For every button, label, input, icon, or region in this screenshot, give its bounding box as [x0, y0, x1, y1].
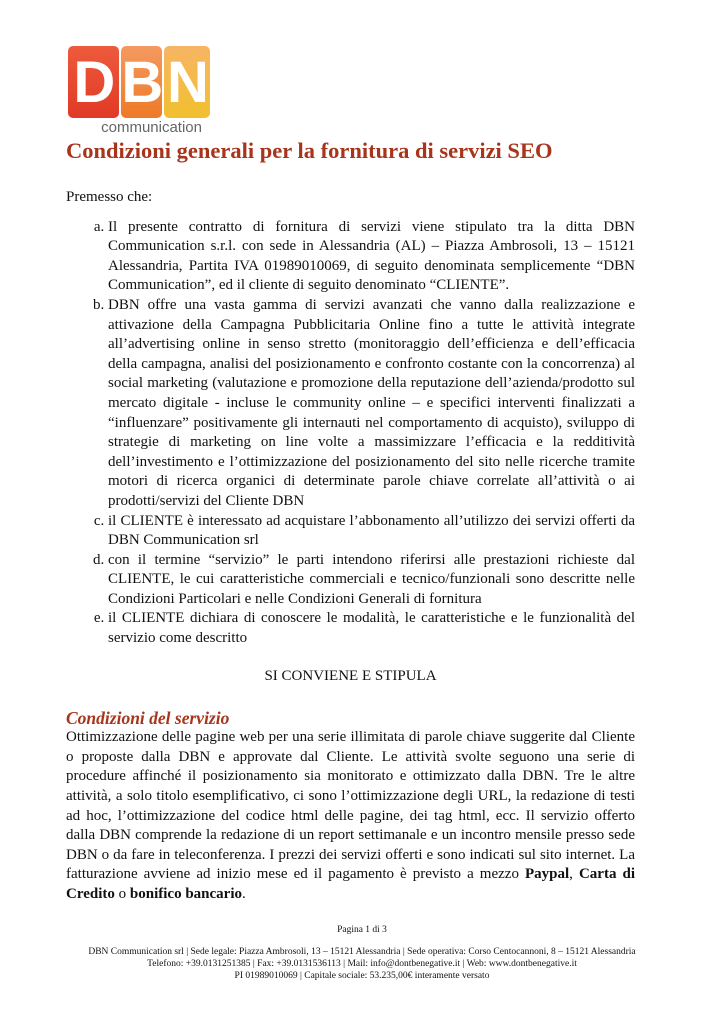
payment-bank-transfer: bonifico bancario — [129, 886, 242, 902]
section-text: Ottimizzazione delle pagine web per una serie illimitata di parole chiave suggerite dal Cliente o proposte dalla DBN e approvate dal Cliente. Le attività svolte seguono una serie di procedure affinché il posizionamento sia monitorato e ottimizzato dalla DBN. Tre le altre attività, a solo titolo esemplificativo, ci sono l’ottimizzazione degli URL, la redazione di testi ad hoc, l’ottimizzazione del codice html delle pagine, dei tag html, ecc. Il servizio offerto dalla DBN comprende la redazione di un report settimanale e un incontro mensile presso sede DBN o da fare in teleconferenza. I prezzi dei servizi offerti e sono indicati sul sito internet. La fatturazione avviene ad inizio mese ed il pagamento è previsto a mezzo — [66, 729, 635, 883]
document-title: Condizioni generali per la fornitura di servizi SEO — [66, 138, 553, 163]
list-item: d. con il termine “servizio” le parti intendono riferirsi alle prestazioni richieste dal CLIENTE, le cui caratteristiche commerciali e tecnico/funzionali sono descritte nelle Condizioni Particolari e nelle Condizioni Generali di fornitura — [108, 551, 635, 610]
footer-line: Telefono: +39.0131251385 | Fax: +39.0131536113 | Mail: info@dontbenegative.it | Web: www.dontbenegative.it — [147, 959, 577, 969]
logo-letter-d: D — [68, 46, 119, 118]
list-item: c. il CLIENTE è interessato ad acquistare l’abbonamento all’utilizzo dei servizi offerti da DBN Communication srl — [108, 512, 635, 551]
payment-credit-card: Carta di Credito — [66, 866, 636, 902]
separator: o — [114, 886, 130, 902]
stipula-heading: SI CONVIENE E STIPULA — [264, 667, 437, 684]
footer — [0, 946, 724, 982]
period: . — [241, 886, 246, 902]
logo-subtitle: communication — [101, 119, 202, 136]
document-body — [66, 188, 635, 905]
premises-list — [66, 218, 635, 649]
logo-letter-b: B — [121, 46, 162, 118]
list-item: b. DBN offre una vasta gamma di servizi avanzati che vanno dalla realizzazione e attivazione della Campagna Pubblicitaria Online fino a tutte le attività integrate all’advertising online in senso stretto (monitoraggio dell’efficienza e dell’efficacia della campagna, analisi del posizionamento e confronto costante con la concorrenza) al social marketing (valutazione e promozione della reputazione dell’azienda/prodotto sul mercato digitale - incluse le community online – e specifici interventi finalizzati a “influenzare” positivamente gli internauti nel comportamento di acquisto), sviluppo di strategie di marketing on line volte a massimizzare l’efficacia e la redditività dell’investimento e l’ottimizzazione del posizionamento del sito nelle ricerche tramite motori di ricerca organici di determinate parole chiave correlate all’attività o ai prodotti/servizi del Cliente DBN — [108, 296, 635, 512]
separator: , — [569, 866, 579, 883]
section-heading: Condizioni del servizio — [66, 708, 230, 729]
payment-paypal: Paypal — [524, 866, 570, 883]
footer-line: PI 01989010069 | Capitale sociale: 53.235,00€ interamente versato — [234, 971, 490, 981]
dbn-logo — [68, 46, 210, 134]
intro-text: Premesso che: — [66, 189, 153, 205]
list-item: a. Il presente contratto di fornitura di servizi viene stipulato tra la ditta DBN Communication s.r.l. con sede in Alessandria (AL) – Piazza Ambrosoli, 13 – 15121 Alessandria, Partita IVA 01989010069, di seguito denominata semplicemente “DBN Communication”, ed il cliente di seguito denominato “CLIENTE”. — [108, 218, 635, 296]
logo-letter-n: N — [164, 46, 210, 118]
section-body — [66, 728, 635, 904]
page-number: Pagina 1 di 3 — [337, 925, 387, 935]
list-item: e. il CLIENTE dichiara di conoscere le modalità, le caratteristiche e le funzionalità del servizio come descritto — [108, 609, 635, 648]
footer-line: DBN Communication srl | Sede legale: Piazza Ambrosoli, 13 – 15121 Alessandria | Sede operativa: Corso Centocannoni, 8 – 15121 Alessandria — [88, 947, 636, 957]
